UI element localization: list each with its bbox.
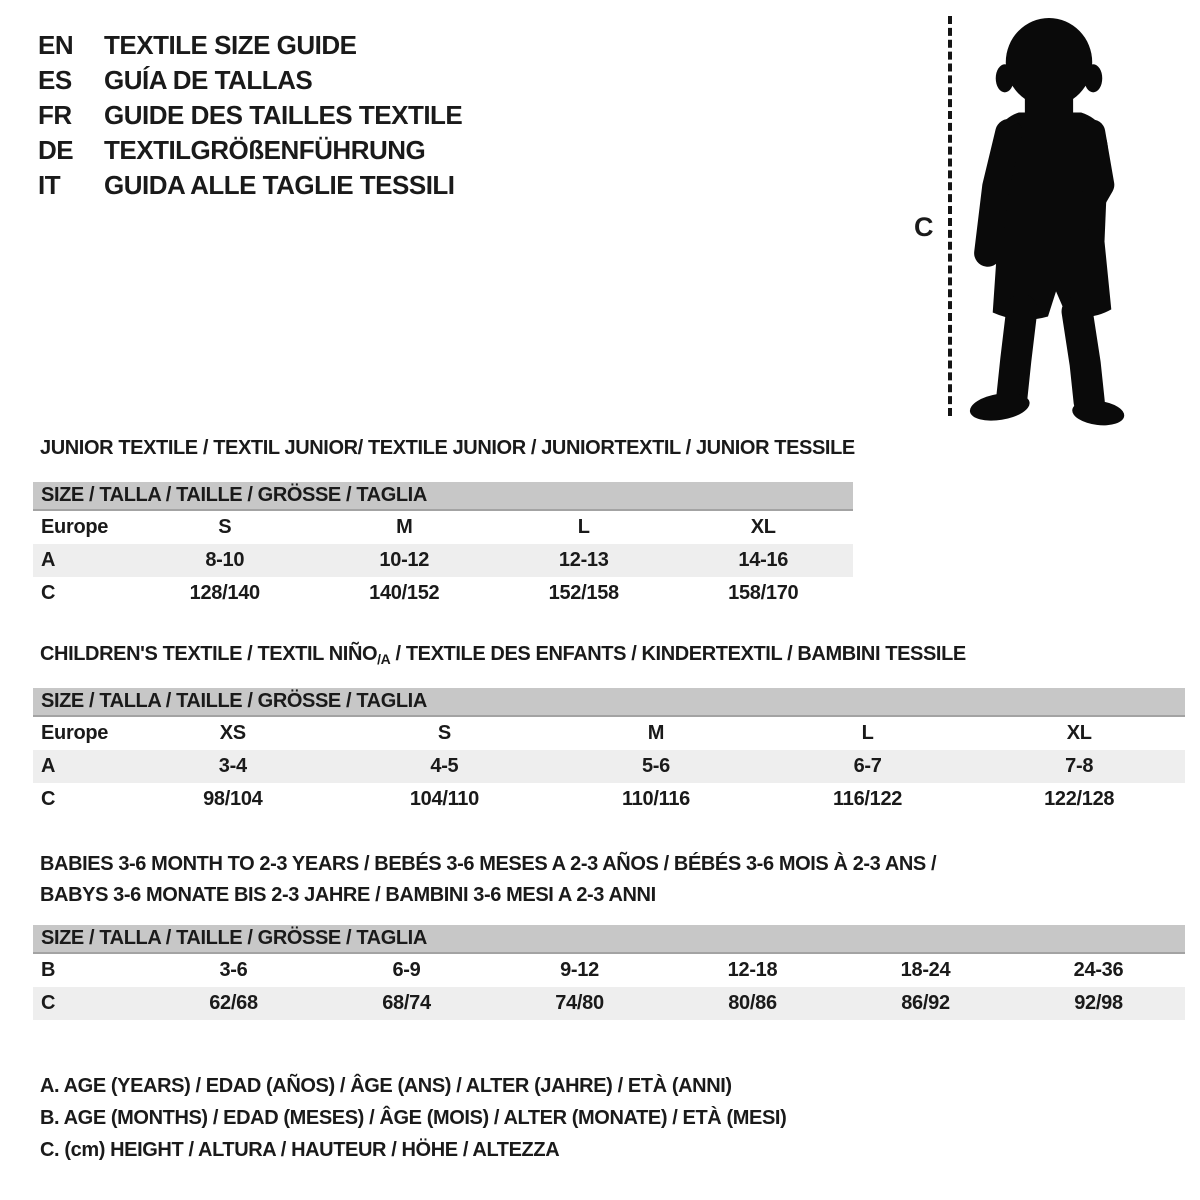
legend: [40, 1070, 786, 1166]
language-title: GUÍA DE TALLAS: [104, 65, 313, 95]
legend-line-c: C. (cm) HEIGHT / ALTURA / HAUTEUR / HÖHE / ALTEZZA: [40, 1139, 560, 1161]
language-title: TEXTILGRÖßENFÜHRUNG: [104, 135, 426, 165]
height-measure-dashed-line: [948, 16, 952, 416]
junior-section-title: JUNIOR TEXTILE / TEXTIL JUNIOR/ TEXTILE JUNIOR / JUNIORTEXTIL / JUNIOR TESSILE: [40, 437, 855, 459]
size-cell: XS: [219, 722, 246, 744]
children-size-table: [33, 688, 1185, 816]
age-cell: 7-8: [1065, 755, 1094, 777]
babies-size-table: [33, 925, 1185, 1020]
size-cell: XL: [1066, 722, 1092, 744]
legend-line-b: B. AGE (MONTHS) / EDAD (MESES) / ÂGE (MOIS) / ALTER (MONATE) / ETÀ (MESI): [40, 1107, 787, 1129]
age-cell: 10-12: [379, 549, 430, 571]
size-header-bar: SIZE / TALLA / TAILLE / GRÖSSE / TAGLIA: [33, 925, 1185, 954]
age-cell: 6-7: [853, 755, 882, 777]
age-months-cell: 9-12: [560, 959, 599, 981]
height-cell: 74/80: [555, 992, 604, 1014]
size-cell: M: [396, 516, 413, 538]
language-title: GUIDA ALLE TAGLIE TESSILI: [104, 170, 455, 200]
language-row-it: [38, 168, 462, 203]
height-cell: 104/110: [409, 788, 479, 810]
age-cell: 4-5: [430, 755, 459, 777]
language-row-es: [38, 63, 462, 98]
language-row-fr: [38, 98, 462, 133]
children-title-subscript: /A: [377, 651, 391, 667]
age-months-cell: 24-36: [1073, 959, 1124, 981]
height-cell: 92/98: [1074, 992, 1123, 1014]
junior-size-table: [33, 482, 853, 610]
size-header-bar: SIZE / TALLA / TAILLE / GRÖSSE / TAGLIA: [33, 688, 1185, 717]
height-measure-label: C: [914, 212, 934, 242]
age-cell: 12-13: [558, 549, 609, 571]
table-row: [33, 717, 1185, 750]
size-cell: L: [861, 722, 874, 744]
age-cell: 8-10: [205, 549, 245, 571]
table-row: [33, 577, 853, 610]
age-months-cell: 3-6: [219, 959, 248, 981]
language-code: DE: [38, 135, 74, 165]
toddler-silhouette-icon: [960, 14, 1142, 426]
row-label: A: [41, 755, 56, 777]
size-cell: M: [647, 722, 665, 744]
language-row-de: [38, 133, 462, 168]
legend-line-a: A. AGE (YEARS) / EDAD (AÑOS) / ÂGE (ANS) / ALTER (JAHRE) / ETÀ (ANNI): [40, 1075, 732, 1097]
height-cell: 110/116: [621, 788, 690, 810]
table-row: [33, 783, 1185, 816]
height-cell: 152/158: [548, 582, 619, 604]
table-row: [33, 954, 1185, 987]
row-label: Europe: [41, 722, 109, 744]
children-title-suffix: / TEXTILE DES ENFANTS / KINDERTEXTIL / BAMBINI TESSILE: [390, 643, 966, 665]
language-row-en: [38, 28, 462, 63]
age-cell: 3-4: [218, 755, 247, 777]
height-cell: 80/86: [728, 992, 777, 1014]
height-cell: 62/68: [209, 992, 258, 1014]
size-cell: S: [437, 722, 451, 744]
children-title-prefix: CHILDREN'S TEXTILE / TEXTIL NIÑO: [40, 643, 378, 665]
table-row: [33, 750, 1185, 783]
language-code: EN: [38, 30, 74, 60]
age-cell: 5-6: [641, 755, 670, 777]
language-title: TEXTILE SIZE GUIDE: [104, 30, 357, 60]
height-cell: 86/92: [901, 992, 950, 1014]
height-cell: 122/128: [1044, 788, 1115, 810]
table-row: [33, 544, 853, 577]
language-code: ES: [38, 65, 72, 95]
babies-title-line1: BABIES 3-6 MONTH TO 2-3 YEARS / BEBÉS 3-6 MESES A 2-3 AÑOS / BÉBÉS 3-6 MOIS À 2-3 ANS /: [40, 853, 937, 875]
language-code: IT: [38, 170, 61, 200]
row-label: B: [41, 959, 56, 981]
babies-title-line2: BABYS 3-6 MONATE BIS 2-3 JAHRE / BAMBINI 3-6 MESI A 2-3 ANNI: [40, 884, 656, 906]
size-cell: S: [218, 516, 232, 538]
row-label: C: [41, 582, 56, 604]
row-label: A: [41, 549, 56, 571]
table-row: [33, 511, 853, 544]
children-section-title: [40, 643, 966, 667]
size-cell: XL: [750, 516, 776, 538]
language-title: GUIDE DES TAILLES TEXTILE: [104, 100, 463, 130]
height-cell: 98/104: [203, 788, 263, 810]
age-months-cell: 18-24: [900, 959, 951, 981]
language-code: FR: [38, 100, 72, 130]
table-row: [33, 987, 1185, 1020]
height-cell: 140/152: [369, 582, 440, 604]
height-cell: 128/140: [189, 582, 260, 604]
babies-section-title: [40, 849, 936, 911]
row-label: C: [41, 788, 56, 810]
age-months-cell: 12-18: [727, 959, 778, 981]
language-title-list: [38, 28, 462, 203]
age-cell: 14-16: [738, 549, 789, 571]
size-header-bar: SIZE / TALLA / TAILLE / GRÖSSE / TAGLIA: [33, 482, 853, 511]
size-cell: L: [577, 516, 590, 538]
row-label: Europe: [41, 516, 109, 538]
age-months-cell: 6-9: [392, 959, 421, 981]
height-cell: 116/122: [833, 788, 903, 810]
height-cell: 158/170: [728, 582, 799, 604]
row-label: C: [41, 992, 56, 1014]
height-cell: 68/74: [382, 992, 431, 1014]
